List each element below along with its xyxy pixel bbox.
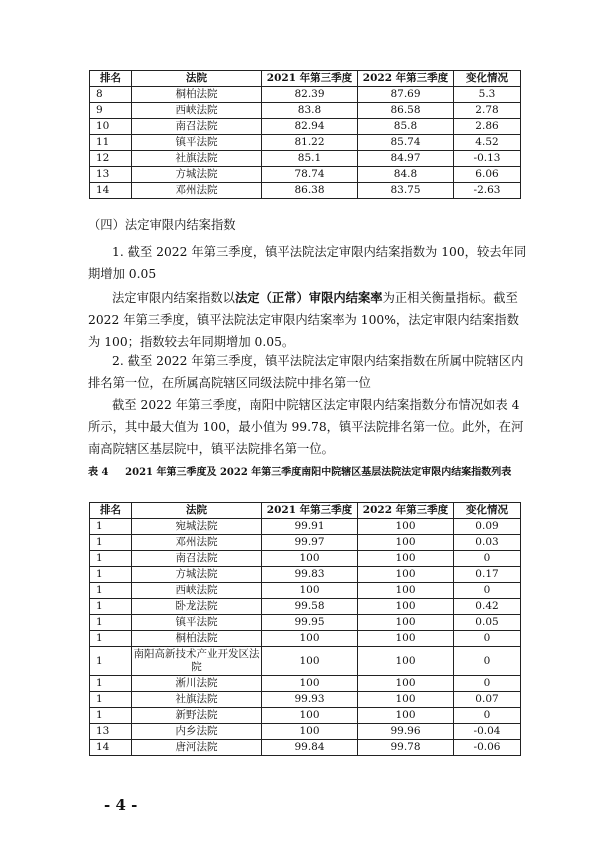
caption-label: 表 4 [88,467,109,478]
court-ranking-table-4 [89,502,521,756]
table-row [90,567,521,583]
caption-text: 2021 年第三季度及 2022 年第三季度南阳中院辖区基层法院法定审限内结案指数列表 [125,467,512,478]
cell-2022-q3: 100 [358,708,454,724]
cell-change: 0 [454,631,521,647]
table-row [90,103,521,119]
cell-court: 桐柏法院 [132,631,262,647]
cell-change: -0.06 [454,740,521,756]
cell-change: 0.17 [454,567,521,583]
cell-court: 邓州法院 [132,535,262,551]
cell-change: 0.09 [454,519,521,535]
cell-rank: 1 [90,519,132,535]
cell-2022-q3: 85.8 [358,119,454,135]
cell-2022-q3: 100 [358,647,454,676]
header-court: 法院 [132,503,262,519]
cell-rank: 13 [90,724,132,740]
cell-2021-q3: 99.95 [262,615,358,631]
cell-change: 2.86 [454,119,521,135]
cell-change: 2.78 [454,103,521,119]
cell-rank: 1 [90,615,132,631]
header-change: 变化情况 [454,503,521,519]
cell-rank: 1 [90,583,132,599]
table-row [90,692,521,708]
cell-2022-q3: 100 [358,583,454,599]
cell-change: 0 [454,708,521,724]
paragraph-2-bold: 法定（正常）审限内结案率 [234,290,383,305]
cell-2021-q3: 99.83 [262,567,358,583]
cell-2021-q3: 100 [262,676,358,692]
cell-change: -0.13 [454,151,521,167]
court-ranking-table-3 [89,70,521,199]
cell-court: 唐河法院 [132,740,262,756]
table-row [90,599,521,615]
cell-change: 4.52 [454,135,521,151]
table-row [90,615,521,631]
table-row [90,167,521,183]
table-header-row [90,71,521,87]
table-row [90,119,521,135]
cell-2022-q3: 100 [358,519,454,535]
cell-rank: 1 [90,535,132,551]
cell-change: 6.06 [454,167,521,183]
cell-change: 0 [454,647,521,676]
cell-2022-q3: 100 [358,676,454,692]
cell-court: 南召法院 [132,551,262,567]
cell-2021-q3: 100 [262,708,358,724]
cell-2021-q3: 100 [262,583,358,599]
cell-2021-q3: 100 [262,631,358,647]
cell-rank: 8 [90,87,132,103]
cell-rank: 10 [90,119,132,135]
header-court: 法院 [132,71,262,87]
table-row [90,135,521,151]
cell-2022-q3: 87.69 [358,87,454,103]
cell-2022-q3: 100 [358,692,454,708]
table-row [90,631,521,647]
cell-2022-q3: 100 [358,599,454,615]
cell-court: 邓州法院 [132,183,262,199]
cell-change: 0 [454,583,521,599]
cell-rank: 14 [90,740,132,756]
cell-rank: 1 [90,692,132,708]
cell-2022-q3: 85.74 [358,135,454,151]
cell-2021-q3: 83.8 [262,103,358,119]
page-number: - 4 - [104,796,138,814]
cell-rank: 1 [90,599,132,615]
section-heading: （四）法定审限内结案指数 [88,218,236,232]
cell-2022-q3: 84.97 [358,151,454,167]
header-2021-q3: 2021 年第三季度 [262,71,358,87]
table-row [90,708,521,724]
cell-2022-q3: 83.75 [358,183,454,199]
cell-2021-q3: 81.22 [262,135,358,151]
cell-court: 卧龙法院 [132,599,262,615]
cell-2021-q3: 85.1 [262,151,358,167]
cell-court: 宛城法院 [132,519,262,535]
cell-2021-q3: 99.97 [262,535,358,551]
cell-2021-q3: 99.58 [262,599,358,615]
cell-change: 0 [454,676,521,692]
cell-court: 西峡法院 [132,583,262,599]
cell-court: 内乡法院 [132,724,262,740]
cell-2022-q3: 100 [358,615,454,631]
header-2021-q3: 2021 年第三季度 [262,503,358,519]
cell-2021-q3: 99.84 [262,740,358,756]
cell-rank: 11 [90,135,132,151]
cell-2022-q3: 100 [358,551,454,567]
table-row [90,583,521,599]
cell-change: 0.05 [454,615,521,631]
header-2022-q3: 2022 年第三季度 [358,503,454,519]
header-rank: 排名 [90,503,132,519]
table-header-row [90,503,521,519]
cell-rank: 1 [90,551,132,567]
cell-change: 0 [454,551,521,567]
cell-court: 新野法院 [132,708,262,724]
cell-court: 镇平法院 [132,135,262,151]
cell-2021-q3: 82.39 [262,87,358,103]
cell-rank: 13 [90,167,132,183]
cell-court: 社旗法院 [132,692,262,708]
paragraph-3: 2. 截至 2022 年第三季度，镇平法院法定审限内结案指数在所属中院辖区内排名第一位，在所属高院辖区同级法院中排名第一位 [88,354,524,390]
cell-court: 方城法院 [132,567,262,583]
cell-rank: 14 [90,183,132,199]
cell-change: 0.07 [454,692,521,708]
cell-rank: 1 [90,567,132,583]
cell-court: 淅川法院 [132,676,262,692]
table-row [90,724,521,740]
cell-2021-q3: 100 [262,551,358,567]
cell-rank: 12 [90,151,132,167]
cell-2022-q3: 100 [358,567,454,583]
cell-change: -0.04 [454,724,521,740]
header-2022-q3: 2022 年第三季度 [358,71,454,87]
cell-rank: 1 [90,647,132,676]
paragraph-2-text-rest: 为正相关衡量指标。截至 2022 年第三季度，镇平法院法定审限内结案率为 100%，法定审限内结案指数为 100；指数较去年同期增加 0.05。 [88,291,519,349]
paragraph-4: 截至 2022 年第三季度，南阳中院辖区法定审限内结案指数分布情况如表 4 所示，其中最大值为 100，最小值为 99.78，镇平法院排名第一位。此外，在河南高院辖区基层院中，镇平法院排名第一位。 [88,398,524,456]
table-row [90,183,521,199]
cell-2022-q3: 99.78 [358,740,454,756]
cell-court: 方城法院 [132,167,262,183]
table-4-caption [88,465,528,481]
cell-court: 南阳高新技术产业开发区法院 [132,647,262,676]
paragraph-2-text: 法定审限内结案指数以 [112,291,235,305]
cell-2021-q3: 82.94 [262,119,358,135]
table-row [90,87,521,103]
table-row [90,740,521,756]
cell-change: 0.03 [454,535,521,551]
cell-change: -2.63 [454,183,521,199]
header-change: 变化情况 [454,71,521,87]
cell-court: 桐柏法院 [132,87,262,103]
paragraph-2 [88,287,528,353]
cell-rank: 1 [90,708,132,724]
table-row [90,676,521,692]
header-rank: 排名 [90,71,132,87]
cell-2021-q3: 100 [262,724,358,740]
cell-2021-q3: 99.91 [262,519,358,535]
cell-court: 南召法院 [132,119,262,135]
cell-court: 西峡法院 [132,103,262,119]
cell-2022-q3: 86.58 [358,103,454,119]
table-row [90,151,521,167]
cell-change: 5.3 [454,87,521,103]
cell-2022-q3: 84.8 [358,167,454,183]
cell-rank: 1 [90,631,132,647]
table-row [90,551,521,567]
cell-change: 0.42 [454,599,521,615]
table-row [90,647,521,676]
cell-2021-q3: 78.74 [262,167,358,183]
cell-2021-q3: 100 [262,647,358,676]
cell-2022-q3: 100 [358,535,454,551]
paragraph-1: 1. 截至 2022 年第三季度，镇平法院法定审限内结案指数为 100，较去年同期增加 0.05 [88,245,527,281]
cell-2022-q3: 100 [358,631,454,647]
cell-court: 镇平法院 [132,615,262,631]
cell-court: 社旗法院 [132,151,262,167]
cell-rank: 9 [90,103,132,119]
table-row [90,519,521,535]
table-row [90,535,521,551]
cell-2021-q3: 99.93 [262,692,358,708]
cell-2021-q3: 86.38 [262,183,358,199]
cell-rank: 1 [90,676,132,692]
cell-2022-q3: 99.96 [358,724,454,740]
